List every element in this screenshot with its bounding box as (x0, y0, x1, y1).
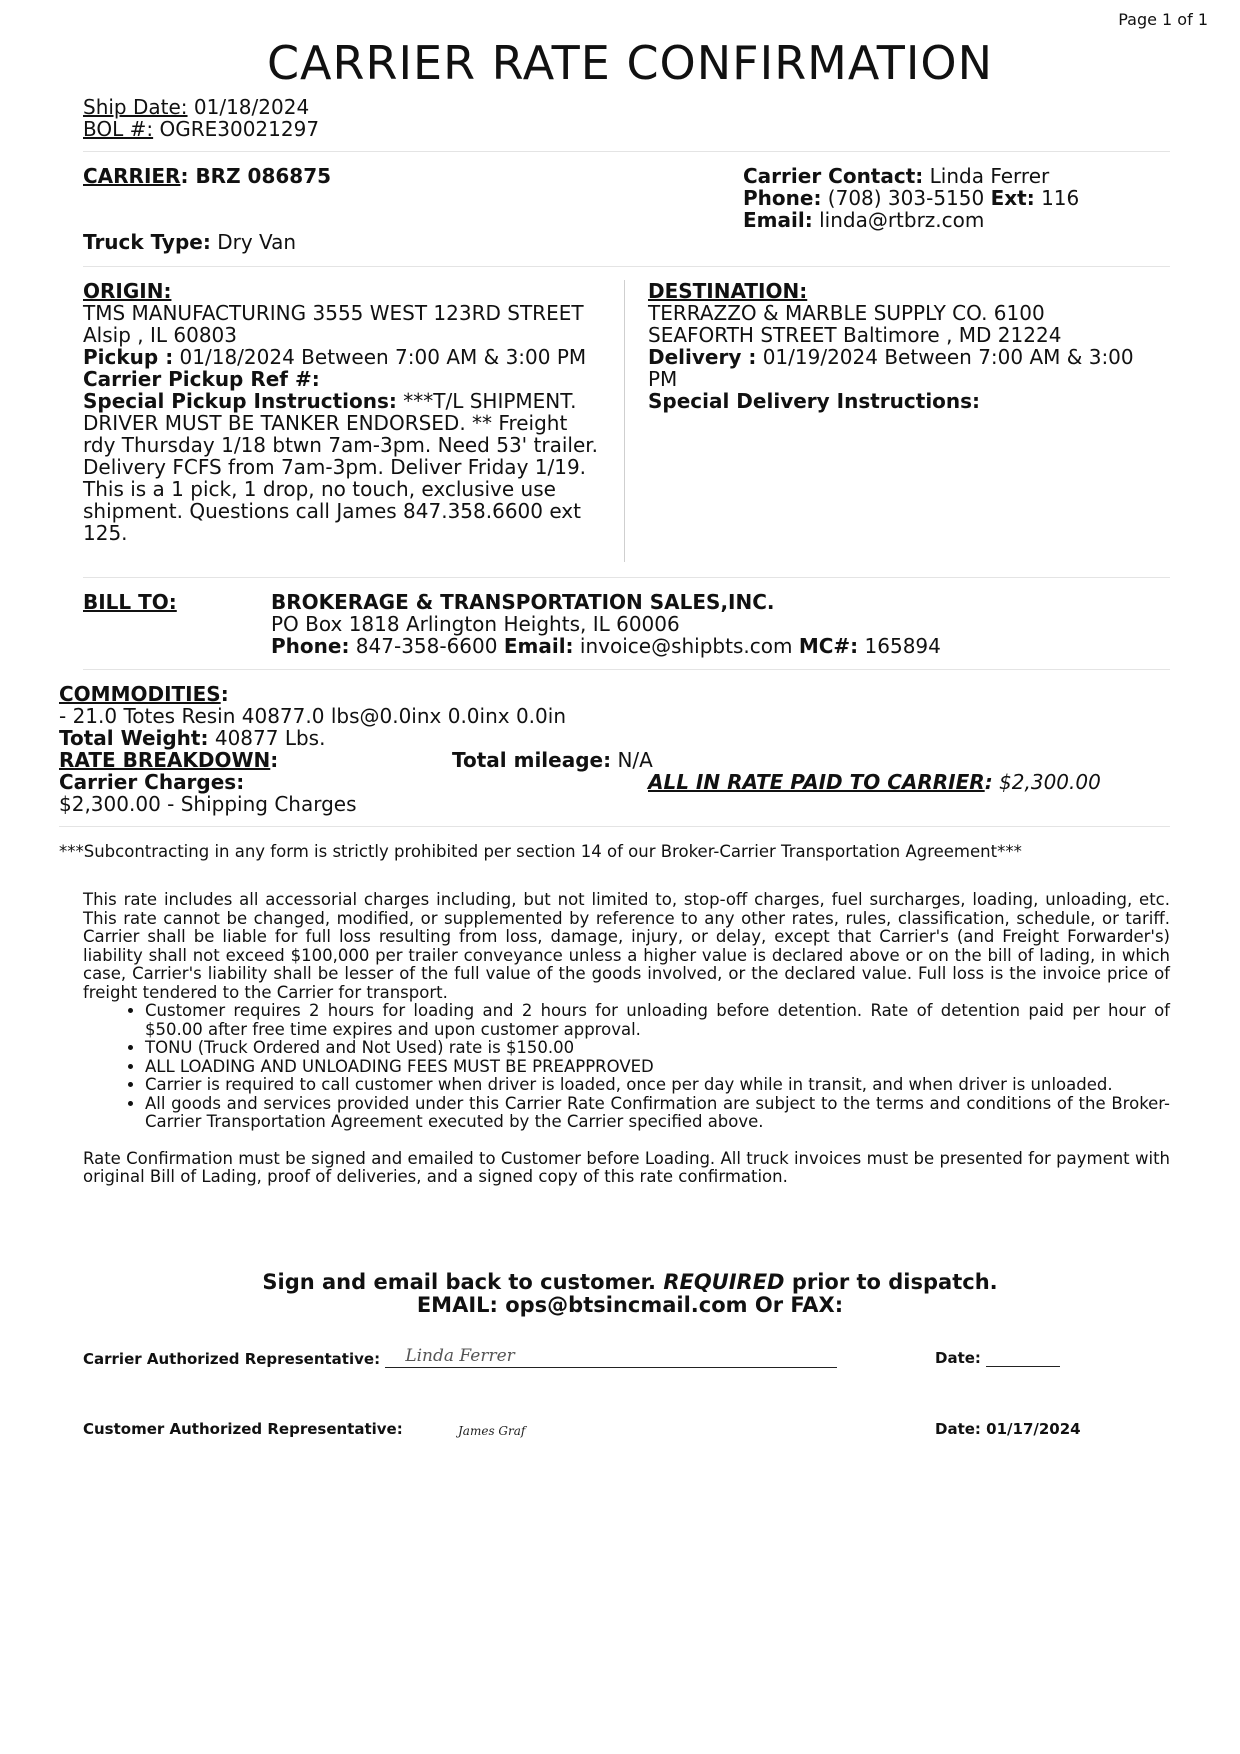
origin-address: TMS MANUFACTURING 3555 WEST 123RD STREET Alsip , IL 60803 (83, 301, 584, 347)
pickup-instructions-label: Special Pickup Instructions: (83, 389, 397, 413)
sign-notice-text-2: prior to dispatch. (791, 1270, 998, 1294)
terms-bullet: • ALL LOADING AND UNLOADING FEES MUST BE PREAPPROVED (145, 1058, 1170, 1077)
bill-to-email: invoice@shipbts.com (579, 634, 793, 658)
required-emphasis: REQUIRED (663, 1270, 785, 1294)
rate-breakdown-label: RATE BREAKDOWN (59, 748, 271, 772)
customer-date-row (935, 1420, 1081, 1438)
bill-to-company: BROKERAGE & TRANSPORTATION SALES,INC. (271, 590, 775, 614)
mc-value: 165894 (864, 634, 941, 658)
rate-breakdown-colon: : (270, 748, 279, 772)
customer-rep-row (83, 1420, 403, 1438)
delivery-value: 01/19/2024 Between 7:00 AM & 3:00 PM (648, 345, 1134, 391)
terms-paragraph: This rate includes all accessorial charges including, but not limited to, stop-off charges, fuel surcharges, loading, unloading, etc. This rate cannot be changed, modified, or supplemented by reference to any other rates, rules, classification, schedule, or tariff. Carrier shall be liable for full loss resulting from loss, damage, injury, or delay, except that Carrier's (and Freight Forwarder's) liability shall not exceed $100,000 per trailer conveyance unless a higher value is declared above or on the bill of lading, in which case, Carrier's liability shall be lesser of the full value of the goods involved, or the declared value. Full loss is the invoice price of freight tendered to the Carrier for transport. (83, 890, 1170, 1002)
ship-date-value: 01/18/2024 (193, 95, 310, 119)
pickup-label: Pickup : (83, 345, 174, 369)
commodity-line: - 21.0 Totes Resin 40877.0 lbs@0.0inx 0.0inx 0.0in (59, 704, 566, 728)
bol-number (83, 118, 319, 140)
mileage-value: N/A (617, 748, 653, 772)
divider (83, 577, 1170, 578)
origin-label: ORIGIN: (83, 279, 172, 303)
truck-type-value: Dry Van (217, 230, 297, 254)
pickup-ref-label: Carrier Pickup Ref #: (83, 367, 320, 391)
divider (83, 669, 1170, 670)
divider (59, 826, 1170, 827)
bill-to-phone: 847-358-6600 (355, 634, 498, 658)
all-in-rate-value: $2,300.00 (999, 770, 1101, 794)
terms-bullet: • TONU (Truck Ordered and Not Used) rate is $150.00 (145, 1039, 1170, 1058)
bill-to-label: BILL TO: (83, 590, 177, 614)
bill-to-block (271, 591, 1171, 657)
mileage-label: Total mileage: (452, 748, 612, 772)
destination-block (648, 280, 1134, 412)
commodities-colon: : (220, 682, 229, 706)
ext-label: Ext: (990, 186, 1035, 210)
carrier-line (83, 165, 331, 187)
carrier-rep-label: Carrier Authorized Representative: (83, 1350, 381, 1368)
sign-notice-text: Sign and email back to customer. (262, 1270, 656, 1294)
bol-label: BOL #: (83, 117, 154, 141)
phone-label: Phone: (743, 186, 822, 210)
terms-bullet: • All goods and services provided under this Carrier Rate Confirmation are subject to the terms and conditions of the Broker-Carrier Transportation Agreement executed by the Carrier specified above. (145, 1095, 1170, 1132)
carrier-date-row (935, 1349, 1060, 1367)
bill-to-phone-label: Phone: (271, 634, 350, 658)
terms-bullet: • Customer requires 2 hours for loading and 2 hours for unloading before detention. Rate of detention paid per hour of $50.00 after free time expires and upon customer approval. (145, 1002, 1170, 1039)
customer-rep-label: Customer Authorized Representative: (83, 1420, 403, 1438)
sign-email-line: EMAIL: ops@btsincmail.com Or FAX: (416, 1293, 844, 1317)
carrier-date-line[interactable] (986, 1350, 1060, 1367)
carrier-label: CARRIER (83, 164, 181, 188)
truck-type-label: Truck Type: (83, 230, 211, 254)
mc-label: MC#: (798, 634, 859, 658)
page-number: Page 1 of 1 (1118, 10, 1208, 29)
destination-address: TERRAZZO & MARBLE SUPPLY CO. 6100 SEAFORTH STREET Baltimore , MD 21224 (648, 301, 1062, 347)
truck-type (83, 231, 296, 253)
all-in-rate-label: ALL IN RATE PAID TO CARRIER (648, 770, 985, 794)
carrier-date-label: Date: (935, 1349, 981, 1367)
customer-signature: James Graf (458, 1424, 526, 1438)
email-label: Email: (743, 208, 813, 232)
divider (83, 266, 1170, 267)
origin-block (83, 280, 603, 544)
commodities-label: COMMODITIES (59, 682, 221, 706)
bill-to-email-label: Email: (503, 634, 574, 658)
delivery-label: Delivery : (648, 345, 757, 369)
customer-date-value: 01/17/2024 (986, 1420, 1081, 1438)
carrier-signature-line[interactable] (385, 1346, 837, 1368)
bol-value: OGRE30021297 (159, 117, 320, 141)
divider (83, 151, 1170, 152)
bill-to-address: PO Box 1818 Arlington Heights, IL 60006 (271, 612, 680, 636)
ship-date (83, 96, 309, 118)
delivery-instructions-label: Special Delivery Instructions: (648, 389, 981, 413)
terms-bullets (83, 1002, 1170, 1132)
total-weight-label: Total Weight: (59, 726, 209, 750)
customer-date-label: Date: (935, 1420, 981, 1438)
document-title: CARRIER RATE CONFIRMATION (266, 36, 994, 90)
email-value: linda@rtbrz.com (819, 208, 985, 232)
sign-notice (0, 1271, 1240, 1317)
pickup-instructions: ***T/L SHIPMENT. DRIVER MUST BE TANKER ENDORSED. ** Freight rdy Thursday 1/18 btwn 7am-3pm. Need 53' trailer. Delivery FCFS from 7am-3pm. Deliver Friday 1/19. This is a 1 pick, 1 drop, no touch, exclusive use shipment. Questions call James 847.358.6600 ext 125. (83, 389, 599, 545)
carrier-charges-label: Carrier Charges: (59, 770, 245, 794)
terms-block (83, 891, 1170, 1187)
pickup-value: 01/18/2024 Between 7:00 AM & 3:00 PM (179, 345, 587, 369)
total-mileage (452, 749, 653, 771)
terms-bullet: • Carrier is required to call customer when driver is loaded, once per day while in transit, and when driver is unloaded. (145, 1076, 1170, 1095)
ship-date-label: Ship Date: (83, 95, 188, 119)
all-in-rate (648, 771, 1101, 793)
ext-value: 116 (1041, 186, 1080, 210)
carrier-rep-row (83, 1346, 837, 1368)
total-weight-value: 40877 Lbs. (214, 726, 326, 750)
charges-line: $2,300.00 - Shipping Charges (59, 792, 357, 816)
carrier-signature: Linda Ferrer (405, 1346, 515, 1366)
carrier-value: BRZ 086875 (195, 164, 332, 188)
destination-label: DESTINATION: (648, 279, 808, 303)
column-divider (624, 280, 625, 562)
carrier-colon: : (180, 164, 189, 188)
phone-value: (708) 303-5150 (827, 186, 985, 210)
carrier-contact-block (743, 165, 1183, 231)
all-in-rate-colon: : (984, 770, 993, 794)
terms-closing: Rate Confirmation must be signed and emailed to Customer before Loading. All truck invoices must be presented for payment with original Bill of Lading, proof of deliveries, and a signed copy of this rate confirmation. (83, 1148, 1170, 1186)
contact-label: Carrier Contact: (743, 164, 924, 188)
subcontracting-notice: ***Subcontracting in any form is strictly prohibited per section 14 of our Broker-Carrier Transportation Agreement*** (59, 842, 1022, 861)
contact-name: Linda Ferrer (929, 164, 1050, 188)
